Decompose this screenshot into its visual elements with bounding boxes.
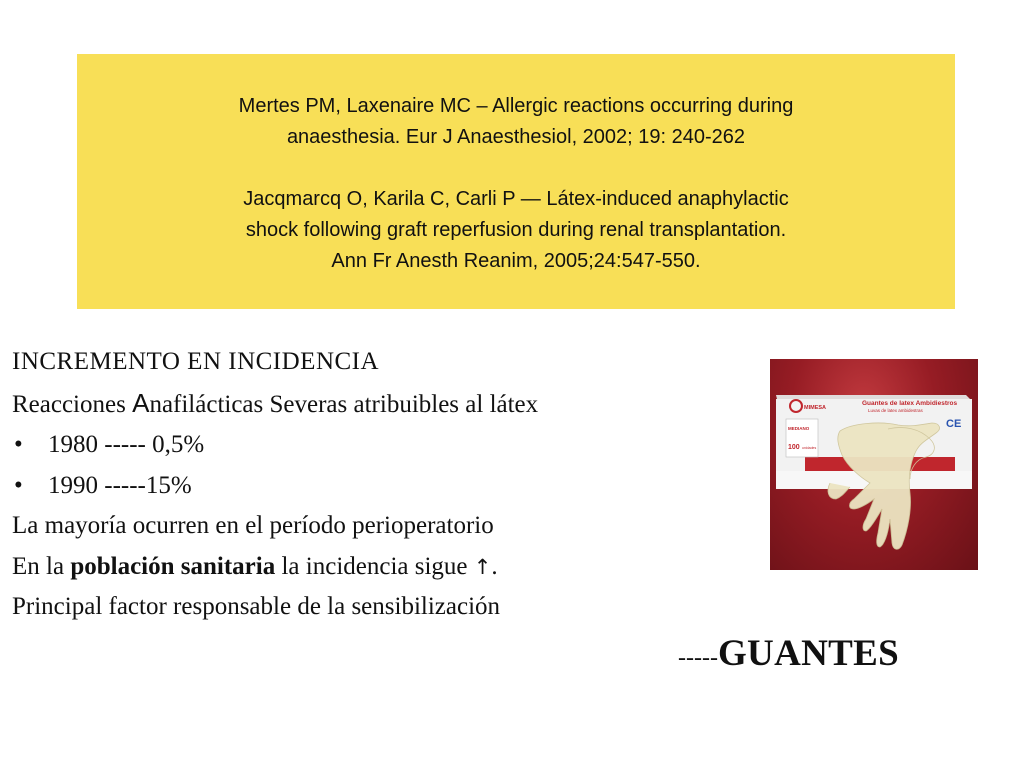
sanitaria-end: .	[491, 552, 498, 580]
box-title: Guantes de latex Ambidiestros	[862, 400, 958, 407]
bullet-text: 1980 ----- 0,5%	[48, 431, 205, 458]
reference-line: shock following graft reperfusion during renal transplantation.	[245, 219, 787, 241]
size-panel	[786, 419, 818, 457]
guantes-callout	[678, 632, 899, 675]
sanitaria-line	[12, 547, 772, 588]
glove-box-illustration	[770, 359, 978, 570]
reference-mertes	[77, 91, 955, 153]
box-subtitle: Luvas de latex ambidestras	[868, 408, 923, 413]
guantes-word: GUANTES	[717, 633, 899, 674]
reference-line: Ann Fr Anesth Reanim, 2005;24:547-550.	[331, 250, 701, 272]
ce-mark-icon: CE	[946, 418, 962, 430]
section-heading: INCREMENTO EN INCIDENCIA	[12, 348, 380, 375]
factor-line: Principal factor responsable de la sensibilización	[12, 593, 501, 620]
periop-line: La mayoría ocurren en el período perioperatorio	[12, 512, 494, 539]
sanitaria-prefix: En la	[12, 552, 71, 580]
reference-line: anaesthesia. Eur J Anaesthesiol, 2002; 19: 240-262	[286, 126, 746, 148]
reference-line: Jacqmarcq O, Karila C, Carli P — Látex-induced anaphylactic	[243, 188, 789, 210]
up-arrow-icon: ↑	[473, 554, 492, 579]
reference-line: Mertes PM, Laxenaire MC – Allergic reactions occurring during	[238, 95, 794, 117]
subtitle-initial: A	[132, 387, 150, 418]
brand-name: MIMESA	[804, 405, 826, 411]
bullet-text: 1990 -----15%	[48, 471, 192, 499]
box-size: MEDIANO	[788, 426, 810, 431]
bullet-marker: •	[14, 471, 23, 499]
subtitle-rest: nafilácticas Severas atribuibles al látex	[149, 390, 539, 418]
bullet-1980	[12, 425, 772, 466]
sanitaria-bold: población sanitaria	[70, 552, 276, 580]
subtitle-line	[12, 383, 772, 426]
bullet-1990	[12, 466, 772, 507]
subtitle-prefix: Reacciones	[12, 390, 133, 418]
sanitaria-suffix: la incidencia sigue	[275, 552, 474, 580]
reference-jacqmarcq	[77, 184, 955, 277]
body-text	[12, 342, 772, 628]
box-count: 100	[788, 444, 800, 451]
bullet-marker: •	[14, 431, 23, 458]
references-box	[77, 54, 955, 309]
guantes-dashes: -----	[678, 645, 718, 671]
glove-box-photo	[770, 359, 978, 570]
box-count-label: unidades	[802, 446, 817, 450]
